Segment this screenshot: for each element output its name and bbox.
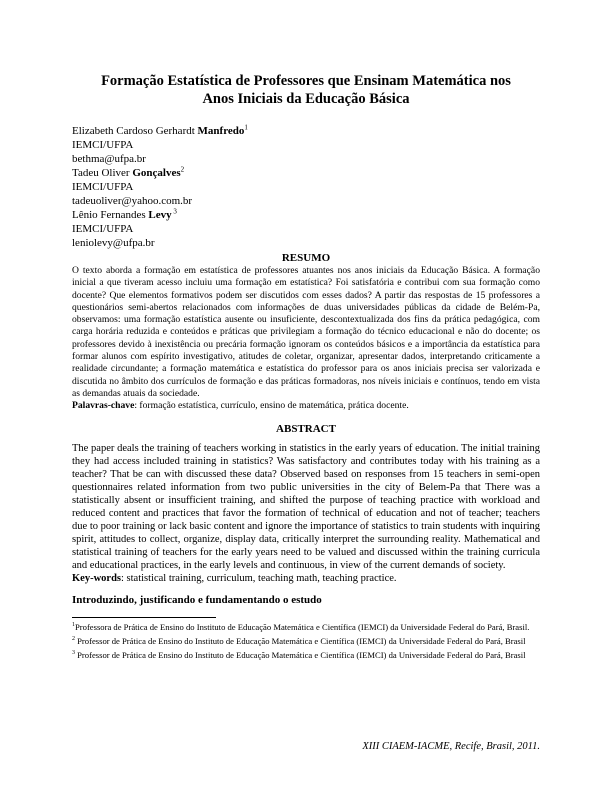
author-name: Elizabeth Cardoso Gerhardt Manfredo$^1$ <box>72 123 248 137</box>
abstract-heading: ABSTRACT <box>276 422 336 435</box>
resumo-keywords: Palavras-chave: formação estatística, currículo, ensino de matemática, prática docente. <box>72 400 409 412</box>
keywords-label: Palavras-chave <box>72 400 135 412</box>
title-line-2: Anos Iniciais da Educação Básica <box>202 91 410 107</box>
footnote: $^1$Professora de Prática de Ensino do Instituto de Educação Matemática e Científica (IEMCI) da Universidade Federal do Pará, Brasil. <box>72 621 530 632</box>
abstract-keywords: Key-words: statistical training, curriculum, teaching math, teaching practice. <box>72 572 397 584</box>
author-surname: Levy <box>148 209 172 221</box>
resumo-heading: RESUMO <box>281 252 331 264</box>
page-footer: XIII CIAEM-IACME, Recife, Brasil, 2011. <box>362 741 540 752</box>
resumo-text: O texto aborda a formação em estatística de professores atuantes nos anos iniciais da Educação Básica. A formação inicial a que tiveram acesso incluiu uma formação em estatística? Foi satisfatória e contribui com sua formação como docente? Que elementos formativos podem ser discutidos com esses dados? A partir das respostas de 15 professores a questionários semi-abertos relacionados com informações de duas universidades públicas da cidade de Belém-Pa, observamos: uma formação estatística ausente ou insuficiente, descontextualizada dos fins da prática pedagógica, com carga horária reduzida e conteúdos e práticas que privilegiam a formação do técnico educacional e não do docente; os professores devido à inexistência ou precária formação ignoram os conteúdos básicos e a importância da estatística para formar alunos com espírito investigativo, atitudes de coletar, organizar, apresentar dados, interpretando criticamente a realidade circundante; a formação matemática e estatística do professor para os anos iniciais precisa ser valorizada e discutida no âmbito dos currículos de formação e das práticas formadoras, nos níveis iniciais e contínuos, tendo em vista as demandas atuais da sociedade. <box>72 265 540 399</box>
author-email: tadeuoliver@yahoo.com.br <box>72 195 193 207</box>
keywords-label: Key-words <box>72 572 121 584</box>
abstract-text: The paper deals the training of teachers working in statistics in the early years of education. The initial training they had access included training in statistics? Was satisfactory and contributes today with his training as a teacher? That be can with discussed these data? Observed based on responses from 15 teachers in semi-open questionnaires related information from two public universities in the city of Belem-Pa that There was a statistically absent or insufficient training, and shifted the purpose of teaching practice with workload and reduced content and practices that favor the formation of technical of education and not of teacher; teachers due to poor training or lack basic content and ignore the importance of statistics to train students with inquiring spirit, attitudes to collect, organize, display data, critically interpret the surrounding reality. Mathematical and statistical training of teachers for the early years need to be valued and discussed within the training curricula and educational practices, in the early levels and continuous, in view of the current demands of society. <box>72 442 540 571</box>
footnote-mark: 3 <box>171 207 177 216</box>
paper-page <box>72 72 540 664</box>
footnote: $^2$ Professor de Prática de Ensino do Instituto de Educação Matemática e Científica (IEMCI) da Universidade Federal do Pará, Brasil <box>72 635 526 646</box>
author-name: Tadeu Oliver Gonçalves$^2$ <box>72 165 185 179</box>
author-block <box>72 124 540 250</box>
author-surname: Manfredo <box>197 125 245 137</box>
author-email: bethma@ufpa.br <box>72 153 146 165</box>
paper-title <box>72 72 540 108</box>
footnote-divider <box>72 617 216 618</box>
author-name: Lênio Fernandes Levy $^3$ <box>72 207 177 221</box>
title-line-1: Formação Estatística de Professores que Ensinam Matemática nos <box>101 73 511 89</box>
footnote-mark: 1 <box>244 123 248 132</box>
author-email: leniolevy@ufpa.br <box>72 237 155 249</box>
section-heading: Introduzindo, justificando e fundamentando o estudo <box>72 593 322 606</box>
author-affiliation: IEMCI/UFPA <box>72 223 134 235</box>
footnote: $^3$ Professor de Prática de Ensino do Instituto de Educação Matemática e Científica (IEMCI) da Universidade Federal do Pará, Brasil <box>72 649 526 660</box>
author-affiliation: IEMCI/UFPA <box>72 139 134 151</box>
author-surname: Gonçalves <box>132 167 181 179</box>
footnote-mark: 2 <box>180 165 185 174</box>
author-affiliation: IEMCI/UFPA <box>72 181 134 193</box>
